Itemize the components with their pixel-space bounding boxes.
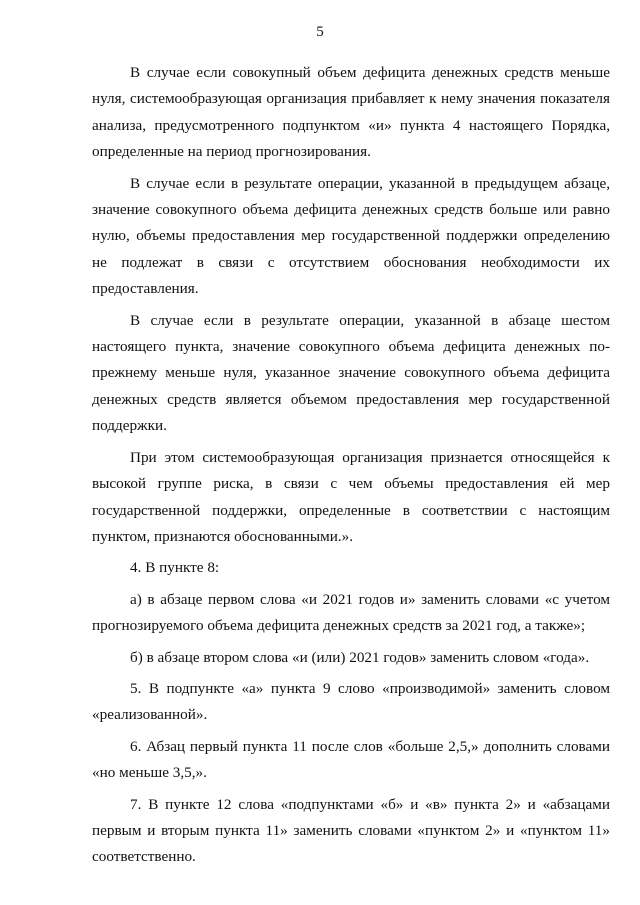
paragraph-3: В случае если в результате операции, указанной в абзаце шестом настоящего пункта, значение совокупного объема дефицита денежных по-прежнему меньше нуля, указанное значение совокупного объема дефицита денежных средств является объемом предоставления мер государственной поддержки. <box>92 311 610 435</box>
paragraph-item-4b: б) в абзаце втором слова «и (или) 2021 годов» заменить словом «года». <box>130 648 590 666</box>
document-body <box>92 60 610 871</box>
paragraph-item-6: 6. Абзац первый пункта 11 после слов «больше 2,5,» дополнить словами «но меньше 3,5,». <box>92 737 610 782</box>
paragraph-item-5: 5. В подпункте «а» пункта 9 слово «производимой» заменить словом «реализованной». <box>92 679 610 724</box>
paragraph-2: В случае если в результате операции, указанной в предыдущем абзаце, значение совокупного объема дефицита денежных средств больше или равно нулю, объемы предоставления мер государственной поддержки определению не подлежат в связи с отсутствием обоснования необходимости их предоставления. <box>92 174 610 298</box>
paragraph-item-7: 7. В пункте 12 слова «подпунктами «б» и «в» пункта 2» и «абзацами первым и вторым пункта 11» заменить словами «пунктом 2» и «пунктом 11» соответственно. <box>92 795 610 866</box>
paragraph-item-4: 4. В пункте 8: <box>130 559 220 577</box>
paragraph-item-4a: а) в абзаце первом слова «и 2021 годов и» заменить словами «с учетом прогнозируемого объема дефицита денежных средств за 2021 год, а также»; <box>92 590 610 635</box>
paragraph-4: При этом системообразующая организация признается относящейся к высокой группе риска, в связи с чем объемы предоставления ей мер государственной поддержки, определенные в соответствии с настоящим пунктом, признаются обоснованными.». <box>92 448 610 545</box>
paragraph-1: В случае если совокупный объем дефицита денежных средств меньше нуля, системообразующая организация прибавляет к нему значения показателя анализа, предусмотренного подпунктом «и» пункта 4 настоящего Порядка, определенные на период прогнозирования. <box>92 64 610 161</box>
page-number: 5 <box>316 24 324 40</box>
